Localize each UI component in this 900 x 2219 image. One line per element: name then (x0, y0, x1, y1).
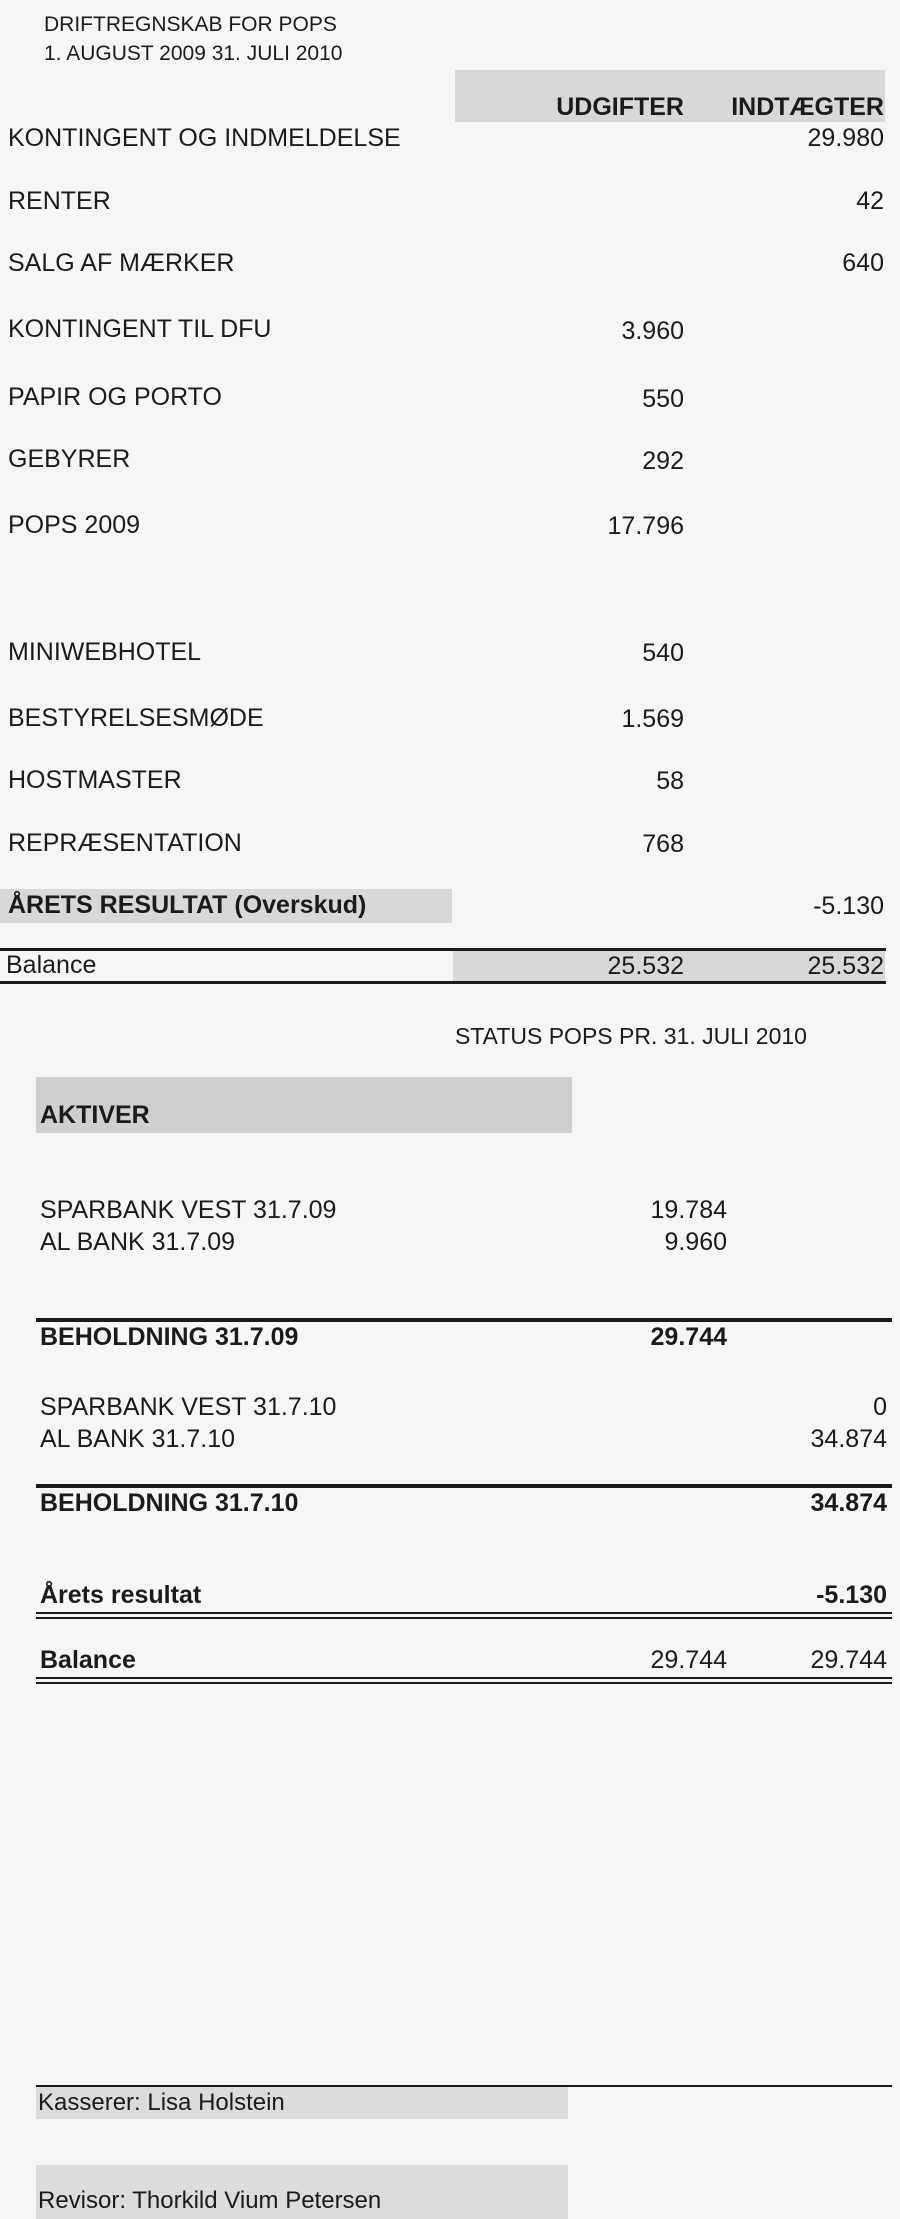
row-income: 42 (856, 187, 884, 215)
row-income: 29.980 (807, 124, 884, 152)
row-label: GEBYRER (8, 445, 131, 473)
row-income: 640 (842, 249, 884, 277)
row-label: KONTINGENT OG INDMELDELSE (8, 124, 401, 152)
status-result-label: Årets resultat (40, 1581, 202, 1609)
status-balance-label: Balance (40, 1646, 136, 1674)
status-title: STATUS POPS PR. 31. JULI 2010 (455, 1023, 807, 1049)
holding1-value: 29.744 (650, 1323, 727, 1351)
result-rule-2 (36, 1617, 892, 1619)
assets-label: AKTIVER (40, 1101, 150, 1129)
holding2-label: BEHOLDNING 31.7.10 (40, 1489, 299, 1517)
treasurer-signature: Kasserer: Lisa Holstein (38, 2089, 285, 2116)
account-label: AL BANK 31.7.10 (40, 1425, 236, 1453)
holding1-label: BEHOLDNING 31.7.09 (40, 1323, 299, 1351)
row-expense: 17.796 (607, 512, 684, 540)
status-balance-right: 29.744 (810, 1646, 887, 1674)
balance-rule-1 (36, 1677, 892, 1679)
row-expense: 550 (642, 385, 684, 413)
account-label: SPARBANK VEST 31.7.09 (40, 1196, 337, 1224)
status-balance-left: 29.744 (650, 1646, 727, 1674)
operating-balance-label: Balance (6, 951, 97, 979)
holding2-value: 34.874 (810, 1489, 887, 1517)
operating-result-value: -5.130 (813, 892, 884, 920)
operating-balance-income: 25.532 (807, 952, 884, 980)
account-label: SPARBANK VEST 31.7.10 (40, 1393, 337, 1421)
column-header-income: INDTÆGTER (731, 93, 884, 121)
result-rule-1 (36, 1612, 892, 1614)
balance-rule-2 (36, 1682, 892, 1684)
row-label: BESTYRELSESMØDE (8, 704, 264, 732)
row-label: SALG AF MÆRKER (8, 249, 235, 277)
row-expense: 58 (656, 767, 684, 795)
column-header-expenses: UDGIFTER (556, 93, 684, 121)
row-label: PAPIR OG PORTO (8, 383, 222, 411)
auditor-signature: Revisor: Thorkild Vium Petersen (38, 2187, 382, 2214)
row-label: MINIWEBHOTEL (8, 638, 202, 666)
account-value: 19.784 (650, 1196, 727, 1224)
row-label: HOSTMASTER (8, 766, 182, 794)
row-expense: 3.960 (621, 317, 684, 345)
document-period: 1. AUGUST 2009 31. JULI 2010 (44, 42, 343, 65)
row-label: RENTER (8, 187, 111, 215)
row-expense: 292 (642, 447, 684, 475)
row-label: REPRÆSENTATION (8, 829, 242, 857)
row-label: KONTINGENT TIL DFU (8, 315, 272, 343)
row-label: POPS 2009 (8, 511, 141, 539)
balance-bottom-rule (0, 981, 886, 984)
status-result-value: -5.130 (816, 1581, 887, 1609)
row-expense: 1.569 (621, 705, 684, 733)
account-value: 9.960 (664, 1228, 727, 1256)
operating-result-label: ÅRETS RESULTAT (Overskud) (8, 891, 367, 919)
document-title: DRIFTREGNSKAB FOR POPS (44, 13, 337, 36)
row-expense: 540 (642, 639, 684, 667)
account-value: 34.874 (810, 1425, 887, 1453)
operating-balance-expense: 25.532 (607, 952, 684, 980)
account-label: AL BANK 31.7.09 (40, 1228, 236, 1256)
row-expense: 768 (642, 830, 684, 858)
account-value: 0 (873, 1393, 887, 1421)
